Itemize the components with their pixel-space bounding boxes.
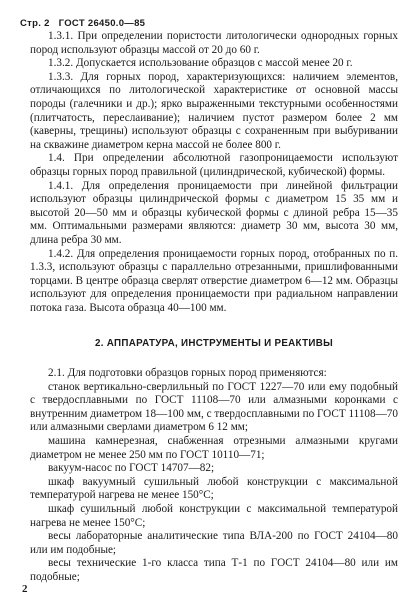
paragraph: 2.1. Для подготовки образцов горных пород применяются:: [48, 367, 327, 380]
page-label: Стр. 2: [20, 18, 50, 29]
document-body: [30, 30, 398, 585]
list-item: весы технические 1-го класса типа Т-1 по ГОСТ 24104—80 или им подобные;: [30, 557, 398, 583]
list-item: машина камнерезная, снабженная отрезными алмазными кругами диаметром не менее 250 мм по ГОСТ 10110—71;: [30, 435, 398, 461]
page-header: [20, 18, 151, 29]
standard-number: ГОСТ 26450.0—85: [58, 18, 146, 29]
list-item: вакуум-насос по ГОСТ 14707—82;: [48, 462, 215, 475]
paragraph: 1.3.3. Для горных пород, характеризующихся: наличием элементов, отличающихся по литологической характеристике от основной массы породы (галечники и др.); ярко выраженными текстурными особенностями (плитчатость, переслаивание); наличием пустот размером более 2 мм (каверны, трещины) используют образцы с сохраненным при выбуривании на скважине диаметром керна массой не более 800 г.: [30, 70, 398, 151]
page-number: 2: [22, 583, 28, 595]
list-item: весы лабораторные аналитические типа ВЛА-200 по ГОСТ 24104—80 или им подобные;: [30, 530, 398, 556]
list-item: шкаф вакуумный сушильный любой конструкции с максимальной температурой нагрева не менее 150°С;: [30, 475, 398, 502]
paragraph: 1.3.2. Допускается использование образцов с массой менее 20 г.: [48, 57, 353, 70]
paragraph: 1.3.1. При определении пористости литологически однородных горных пород используют образцы массой от 20 до 60 г.: [30, 30, 398, 56]
list-item: станок вертикально-сверлильный по ГОСТ 1227—70 или ему подобный с твердосплавными по ГОСТ 11108—70 или алмазными коронками с внутренним диаметром 18—100 мм, с твердосплавными по ГОСТ 11108—70 или алмазными сверлами диаметром 6 12 мм;: [30, 380, 398, 434]
paragraph: 1.4. При определении абсолютной газопроницаемости используют образцы горных пород правильной (цилиндрической, кубической) формы.: [30, 152, 398, 178]
paragraph: 1.4.1. Для определения проницаемости при линейной фильтрации используют образцы цилиндрической формы с диаметром 15 35 мм и высотой 20—50 мм и образцы кубической формы с длиной ребра 15—35 мм. Оптимальными размерами являются: диаметр 30 мм, высота 30 мм, длина ребра 30 мм.: [30, 179, 398, 246]
list-item: шкаф сушильный любой конструкции с максимальной температурой нагрева не менее 150°С;: [30, 503, 398, 529]
paragraph: 1.4.2. Для определения проницаемости горных пород, отобранных по п. 1.3.3, используют образцы с параллельно отрезанными, пришлифованными торцами. В центре образца сверлят отверстие диаметром 6—12 мм. Образцы используют для определения проницаемости при радиальном направлении потока газа. Высота образца 40—100 мм.: [30, 247, 398, 314]
section-title: 2. АППАРАТУРА, ИНСТРУМЕНТЫ И РЕАКТИВЫ: [95, 338, 333, 350]
